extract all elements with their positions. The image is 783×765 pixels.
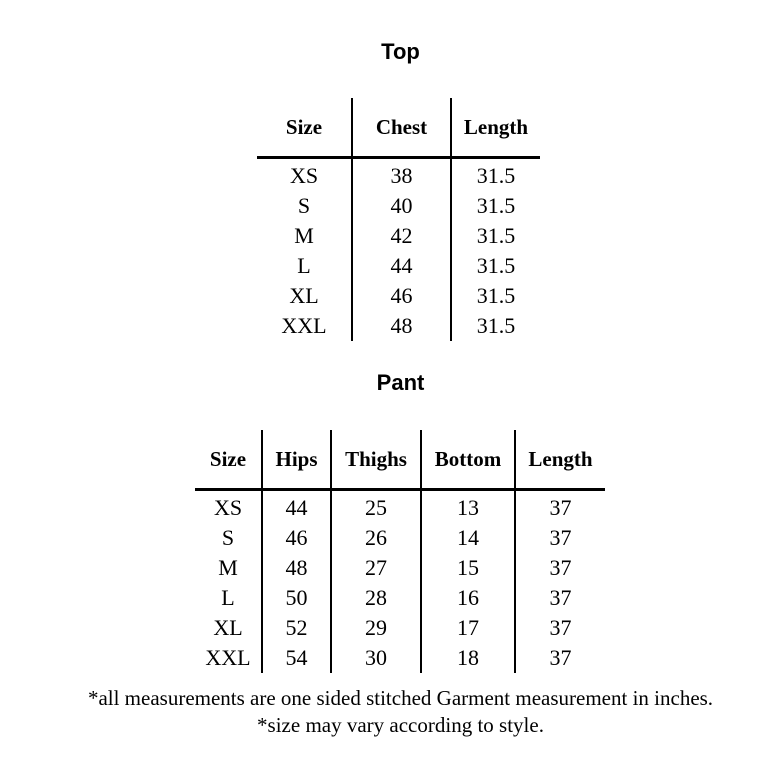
chest-cell: 42 (352, 221, 451, 251)
bottom-cell: 16 (421, 583, 515, 613)
chest-cell: 40 (352, 191, 451, 221)
table-row (257, 251, 540, 281)
size-cell: XL (289, 283, 319, 308)
size-cell: S (297, 193, 311, 218)
size-cell: XXL (205, 645, 251, 670)
bottom-cell: 15 (421, 553, 515, 583)
hips-cell: 44 (262, 490, 331, 524)
bottom-cell: 13 (421, 490, 515, 524)
size-cell: XS (289, 163, 319, 188)
hips-cell: 52 (262, 613, 331, 643)
table-row (257, 281, 540, 311)
length-cell: 37 (515, 490, 605, 524)
size-cell: L (297, 253, 311, 278)
table-row (195, 643, 605, 673)
hips-cell: 46 (262, 523, 331, 553)
length-cell: 31.5 (451, 221, 540, 251)
size-cell: XL (213, 615, 243, 640)
column-header-length: Length (451, 98, 540, 158)
column-header-chest: Chest (352, 98, 451, 158)
table-row (257, 311, 540, 341)
measurement-note: *all measurements are one sided stitched Garment measurement in inches. (87, 686, 714, 710)
length-cell: 31.5 (451, 251, 540, 281)
top-table-title: Top (381, 39, 420, 64)
column-header-length: Length (515, 430, 605, 490)
chest-cell: 48 (352, 311, 451, 341)
hips-cell: 48 (262, 553, 331, 583)
table-row (257, 158, 540, 192)
table-row (257, 191, 540, 221)
length-cell: 37 (515, 613, 605, 643)
length-cell: 37 (515, 583, 605, 613)
length-cell: 31.5 (451, 311, 540, 341)
bottom-cell: 17 (421, 613, 515, 643)
size-cell: XS (213, 495, 243, 520)
table-header-row (195, 430, 605, 490)
size-cell: XXL (281, 313, 327, 338)
thighs-cell: 27 (331, 553, 421, 583)
table-row (257, 221, 540, 251)
pant-size-table (195, 430, 605, 673)
size-cell: M (294, 223, 314, 248)
bottom-cell: 14 (421, 523, 515, 553)
hips-cell: 50 (262, 583, 331, 613)
thighs-cell: 30 (331, 643, 421, 673)
size-cell: M (218, 555, 238, 580)
table-row (195, 613, 605, 643)
column-header-bottom: Bottom (421, 430, 515, 490)
chest-cell: 46 (352, 281, 451, 311)
thighs-cell: 29 (331, 613, 421, 643)
column-header-thighs: Thighs (331, 430, 421, 490)
thighs-cell: 25 (331, 490, 421, 524)
thighs-cell: 26 (331, 523, 421, 553)
table-row (195, 490, 605, 524)
column-header-size: Size (195, 430, 262, 490)
length-cell: 31.5 (451, 281, 540, 311)
size-cell: L (221, 585, 235, 610)
length-cell: 31.5 (451, 158, 540, 192)
chest-cell: 44 (352, 251, 451, 281)
hips-cell: 54 (262, 643, 331, 673)
thighs-cell: 28 (331, 583, 421, 613)
table-row (195, 583, 605, 613)
chest-cell: 38 (352, 158, 451, 192)
size-variation-note: *size may vary according to style. (257, 713, 544, 737)
table-row (195, 523, 605, 553)
bottom-cell: 18 (421, 643, 515, 673)
table-header-row (257, 98, 540, 158)
top-size-table (257, 98, 540, 341)
length-cell: 37 (515, 553, 605, 583)
table-row (195, 553, 605, 583)
column-header-size: Size (257, 98, 352, 158)
length-cell: 31.5 (451, 191, 540, 221)
pant-table-title: Pant (376, 370, 425, 395)
size-cell: S (221, 525, 235, 550)
length-cell: 37 (515, 523, 605, 553)
length-cell: 37 (515, 643, 605, 673)
column-header-hips: Hips (262, 430, 331, 490)
